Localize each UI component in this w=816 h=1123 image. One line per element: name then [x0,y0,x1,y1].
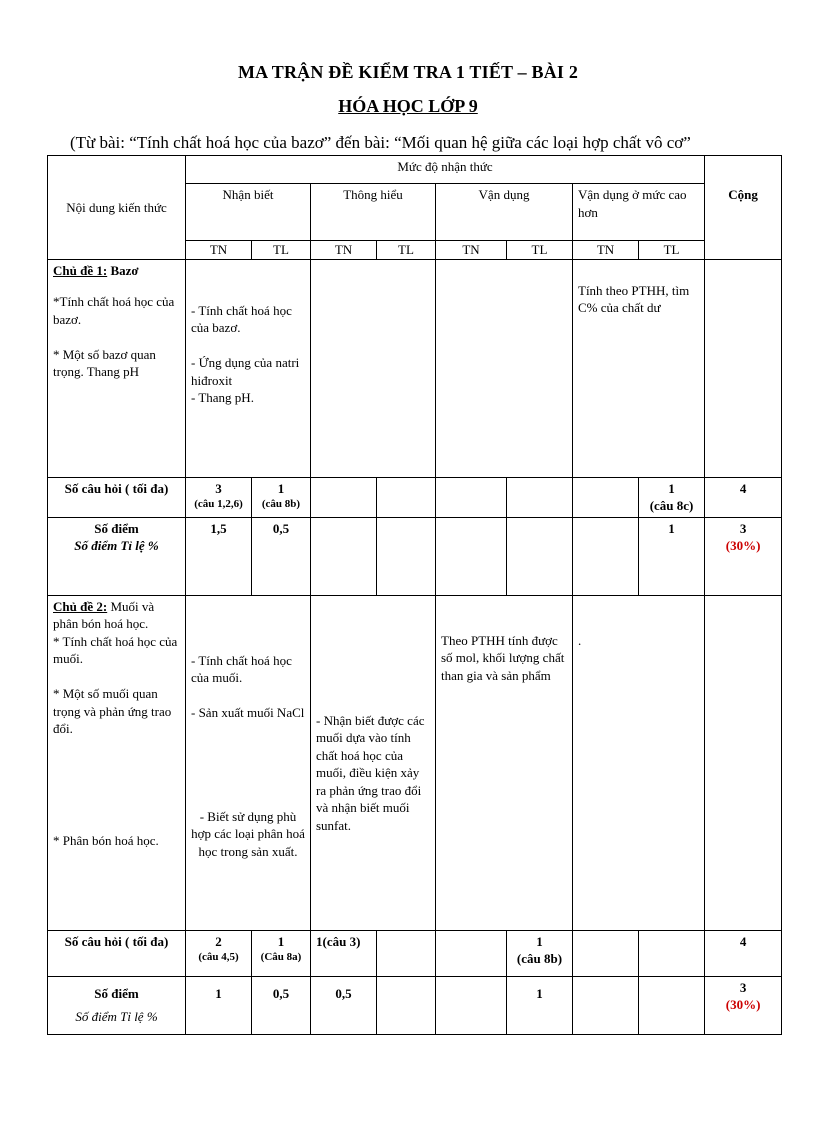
empty-cell [573,477,639,517]
topic2-q-total: 4 [705,930,782,976]
content-header: Nội dung kiến thức [48,156,186,260]
level-van-dung-cao: Vận dụng ở mức cao hơn [573,184,705,241]
empty-cell [436,477,507,517]
level-van-dung: Vận dụng [436,184,573,241]
topic2-van-dung-cao: . [573,595,705,930]
tl-label: TL [377,241,436,260]
empty-cell [311,517,377,595]
topic2-q-nb-tn: 2 (câu 4,5) [186,930,252,976]
topic1-content-cell [48,259,186,477]
topic1-score-label-cell: Số điểm Số điểm Tỉ lệ % [48,517,186,595]
topic2-score-label-cell: Số điểm Số điểm Tỉ lệ % [48,976,186,1034]
topic1-q-nb-tn: 3 (câu 1,2,6) [186,477,252,517]
page-title: MA TRẬN ĐỀ KIỂM TRA 1 TIẾT – BÀI 2 [237,62,579,82]
topic2-title: Chủ đề 2: Muối và phân bón hoá học. [53,598,155,632]
topic2-content-b: * Phân bón hoá học. [53,833,159,849]
topic2-thong-hieu: - Nhận biết được các muối dựa vào tính chất hoá học của muối, điều kiện xảy ra phản ứng trao đổi và nhận biết muối sunfat. [311,595,436,930]
topic1-thong-hieu [311,259,436,477]
topic1-q-vdc-tl: 1 (câu 8c) [639,477,705,517]
tl-label: TL [252,241,311,260]
empty-cell [436,976,507,1034]
topic2-q-nb-tl: 1 (Câu 8a) [252,930,311,976]
topic1-q-total: 4 [705,477,782,517]
empty-cell [377,517,436,595]
tl-label: TL [639,241,705,260]
topic1-s-nb-tl: 0,5 [252,517,311,595]
topic2-questions-label: Số câu hỏi ( tối đa) [48,930,186,976]
topic2-content-a: * Tính chất hoá học của muối. * Một số muối quan trọng và phản ứng trao đổi. [53,633,178,737]
topic2-s-vd-tl: 1 [507,976,573,1034]
topic1-q-nb-tl: 1 (câu 8b) [252,477,311,517]
empty-cell [377,477,436,517]
level-header: Mức độ nhận thức [186,156,705,184]
tn-label: TN [573,241,639,260]
matrix-table [47,155,782,1035]
topic2-q-th-tn: 1(câu 3) [311,930,377,976]
topic1-s-vdc-tl: 1 [639,517,705,595]
level-thong-hieu: Thông hiểu [311,184,436,241]
topic1-questions-label: Số câu hỏi ( tối đa) [48,477,186,517]
empty-cell [377,976,436,1034]
level-nhan-biet: Nhận biết [186,184,311,241]
topic1-s-total-cell: 3 (30%) [705,517,782,595]
topic2-nhan-biet: - Tính chất hoá học của muối. - Sản xuất muối NaCl - Biết sử dụng phù hợp các loại phân hoá học trong sản xuất. [186,595,311,930]
topic1-title: Chủ đề 1: Bazơ [53,262,139,278]
scope-text: (Từ bài: “Tính chất hoá học của bazơ” đến bài: “Mối quan hệ giữa các loại hợp chất vô cơ” [70,133,691,152]
total-header: Cộng [705,156,782,260]
empty-cell [377,930,436,976]
tl-label: TL [507,241,573,260]
subject-title: HÓA HỌC LỚP 9 [338,96,478,116]
empty-cell [639,976,705,1034]
tn-label: TN [186,241,252,260]
empty-cell [436,517,507,595]
topic1-van-dung [436,259,573,477]
empty-cell [507,517,573,595]
topic2-total-cell [705,595,782,930]
tn-label: TN [436,241,507,260]
topic1-content: *Tính chất hoá học của bazơ. * Một số bazơ quan trọng. Thang pH [53,294,175,380]
empty-cell [573,976,639,1034]
topic2-van-dung: Theo PTHH tính được số mol, khối lượng chất than gia và sản phẩm [436,595,573,930]
empty-cell [507,477,573,517]
topic1-s-nb-tn: 1,5 [186,517,252,595]
topic1-van-dung-cao: Tính theo PTHH, tìm C% của chất dư [573,259,705,477]
empty-cell [436,930,507,976]
topic2-content-cell [48,595,186,930]
topic2-s-th-tn: 0,5 [311,976,377,1034]
topic2-q-vd-tl: 1 (câu 8b) [507,930,573,976]
empty-cell [573,517,639,595]
empty-cell [311,477,377,517]
topic1-total-cell [705,259,782,477]
topic2-s-total-cell: 3 (30%) [705,976,782,1034]
topic2-s-nb-tn: 1 [186,976,252,1034]
topic2-s-nb-tl: 0,5 [252,976,311,1034]
empty-cell [639,930,705,976]
empty-cell [573,930,639,976]
topic1-nhan-biet: - Tính chất hoá học của bazơ. - Ứng dụng của natri hiđroxit - Thang pH. [186,259,311,477]
tn-label: TN [311,241,377,260]
